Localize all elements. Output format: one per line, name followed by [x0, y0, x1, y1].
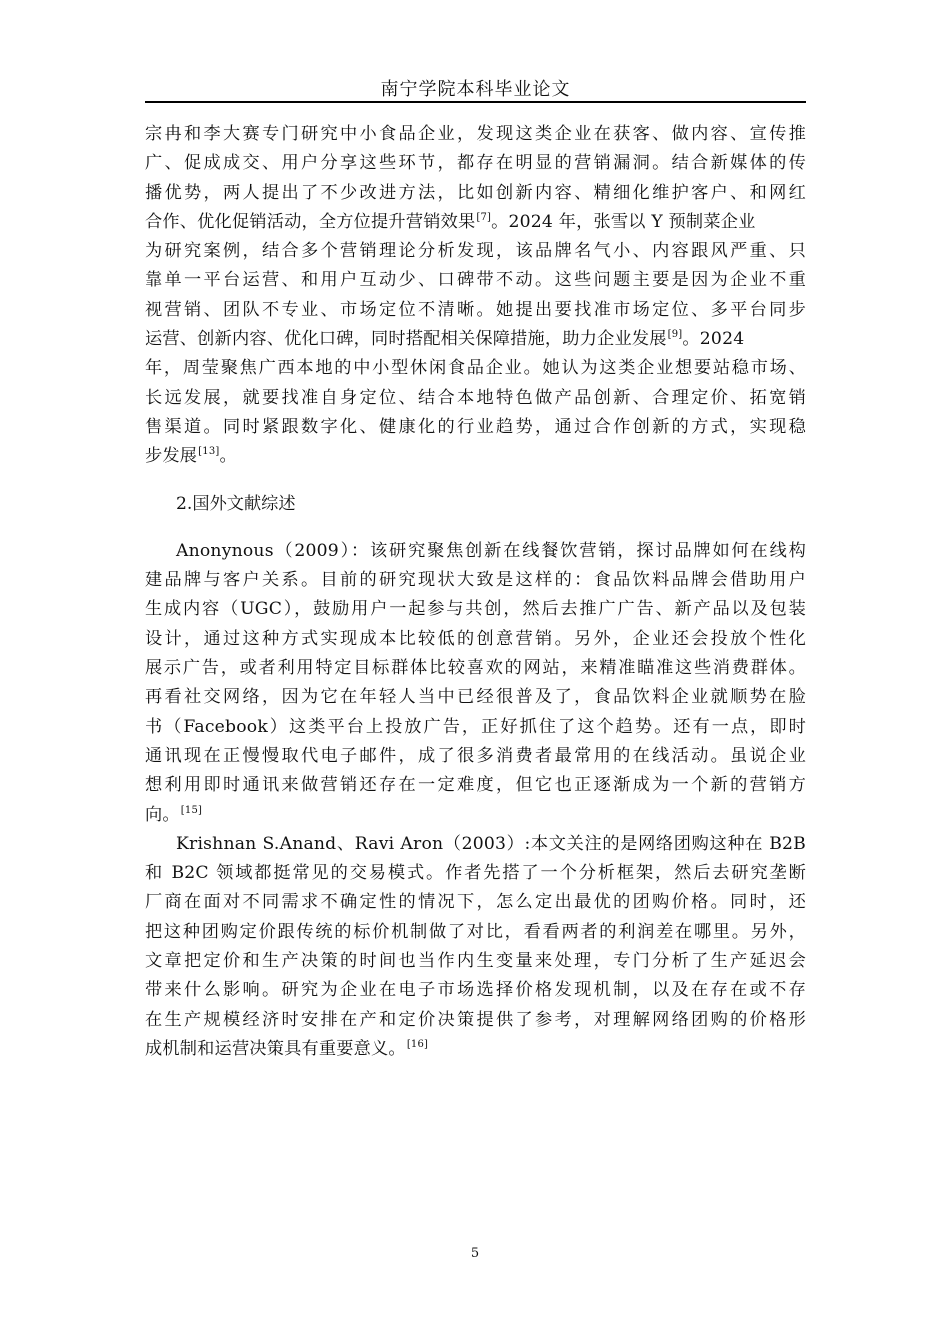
text-span: 。2024 [682, 329, 745, 350]
text-line: 带来什么影响。研究为企业在电子市场选择价格发现机制，以及在存在或不存 [145, 980, 806, 1001]
page-number: 5 [470, 1246, 480, 1261]
text-line [145, 325, 806, 354]
text-span: 成机制和运营决策具有重要意义。 [145, 1038, 406, 1059]
text-line: 宗冉和李大赛专门研究中小食品企业，发现这类企业在获客、做内容、宣传推 [145, 124, 806, 144]
text-line: 播优势，两人提出了不少改进方法，比如创新内容、精细化维护客户、和网红 [145, 182, 806, 203]
text-span: 合作、优化促销活动，全方位提升营销效果 [145, 211, 476, 232]
text-span: 运营、创新内容、优化口碑，同时搭配相关保障措施，助力企业发展 [145, 329, 667, 350]
text-line [145, 442, 806, 471]
text-line: 和 B2C 领域都挺常见的交易模式。作者先搭了一个分析框架，然后去研究垄断 [145, 863, 806, 884]
paragraph-anonynous [145, 537, 806, 830]
text-line: 展示广告，或者利用特定目标群体比较喜欢的网站，来精准瞄准这些消费群体。 [145, 658, 806, 679]
text-line: 年，周莹聚焦广西本地的中小型休闲食品企业。她认为这类企业想要站稳市场、 [145, 358, 806, 379]
text-line: 建品牌与客户关系。目前的研究现状大致是这样的：食品饮料品牌会借助用户 [145, 570, 806, 591]
text-line: 售渠道。同时紧跟数字化、健康化的行业趋势，通过合作创新的方式，实现稳 [145, 416, 806, 437]
citation-ref: [13] [198, 446, 220, 458]
text-line: 书（Facebook）这类平台上投放广告，正好抓住了这个趋势。还有一点，即时 [145, 716, 806, 737]
text-line: 想利用即时通讯来做营销还存在一定难度，但它也正逐渐成为一个新的营销方 [145, 775, 806, 796]
citation-ref: [16] [406, 1038, 429, 1050]
paragraph-krishnan [145, 830, 806, 1064]
text-span: 向。 [145, 804, 180, 825]
text-line: 把这种团购定价跟传统的标价机制做了对比，看看两者的利润差在哪里。另外， [145, 921, 806, 942]
text-line: 视营销、团队不专业、市场定位不清晰。她提出要找准市场定位、多平台同步 [145, 299, 806, 320]
text-line: Krishnan S.Anand、Ravi Aron（2003）:本文关注的是网络团购这种在 B2B [176, 833, 806, 854]
citation-ref: [9] [667, 329, 683, 341]
citation-ref: [15] [180, 804, 203, 816]
section-heading: 2.国外文献综述 [176, 493, 296, 514]
paragraph-domestic-review [145, 120, 806, 472]
text-span: 。 [219, 446, 237, 467]
header-rule [145, 101, 806, 103]
text-line [145, 1035, 806, 1064]
text-line: 厂商在面对不同需求不确定性的情况下，怎么定出最优的团购价格。同时，还 [145, 892, 806, 913]
text-line [145, 208, 806, 237]
text-line: 在生产规模经济时安排在产和定价决策提供了参考，对理解网络团购的价格形 [145, 1009, 806, 1030]
text-line [145, 801, 806, 830]
text-span: 。2024 年，张雪以 Y 预制菜企业 [491, 211, 756, 232]
text-line: 通讯现在正慢慢取代电子邮件，成了很多消费者最常用的在线活动。虽说企业 [145, 745, 806, 766]
page-body [145, 120, 806, 1064]
text-span: 步发展 [145, 446, 198, 467]
text-line: 生成内容（UGC），鼓励用户一起参与共创，然后去推广广告、新产品以及包装 [145, 599, 806, 620]
citation-ref: [7] [476, 211, 492, 223]
text-line: 文章把定价和生产决策的时间也当作内生变量来处理，专门分析了生产延迟会 [145, 951, 806, 972]
text-line: 靠单一平台运营、和用户互动少、口碑带不动。这些问题主要是因为企业不重 [145, 270, 806, 291]
text-line: 设计，通过这种方式实现成本比较低的创意营销。另外，企业还会投放个性化 [145, 628, 806, 649]
text-line: 广、促成成交、用户分享这些环节，都存在明显的营销漏洞。结合新媒体的传 [145, 153, 806, 174]
text-line: 长远发展，就要找准自身定位、结合本地特色做产品创新、合理定价、拓宽销 [145, 387, 806, 408]
page-header-title: 南宁学院本科毕业论文 [380, 79, 571, 100]
text-line: Anonynous（2009）：该研究聚焦创新在线餐饮营销，探讨品牌如何在线构 [176, 540, 806, 561]
text-line: 再看社交网络，因为它在年轻人当中已经很普及了，食品饮料企业就顺势在脸 [145, 687, 806, 708]
text-line: 为研究案例，结合多个营销理论分析发现，该品牌名气小、内容跟风严重、只 [145, 241, 806, 262]
